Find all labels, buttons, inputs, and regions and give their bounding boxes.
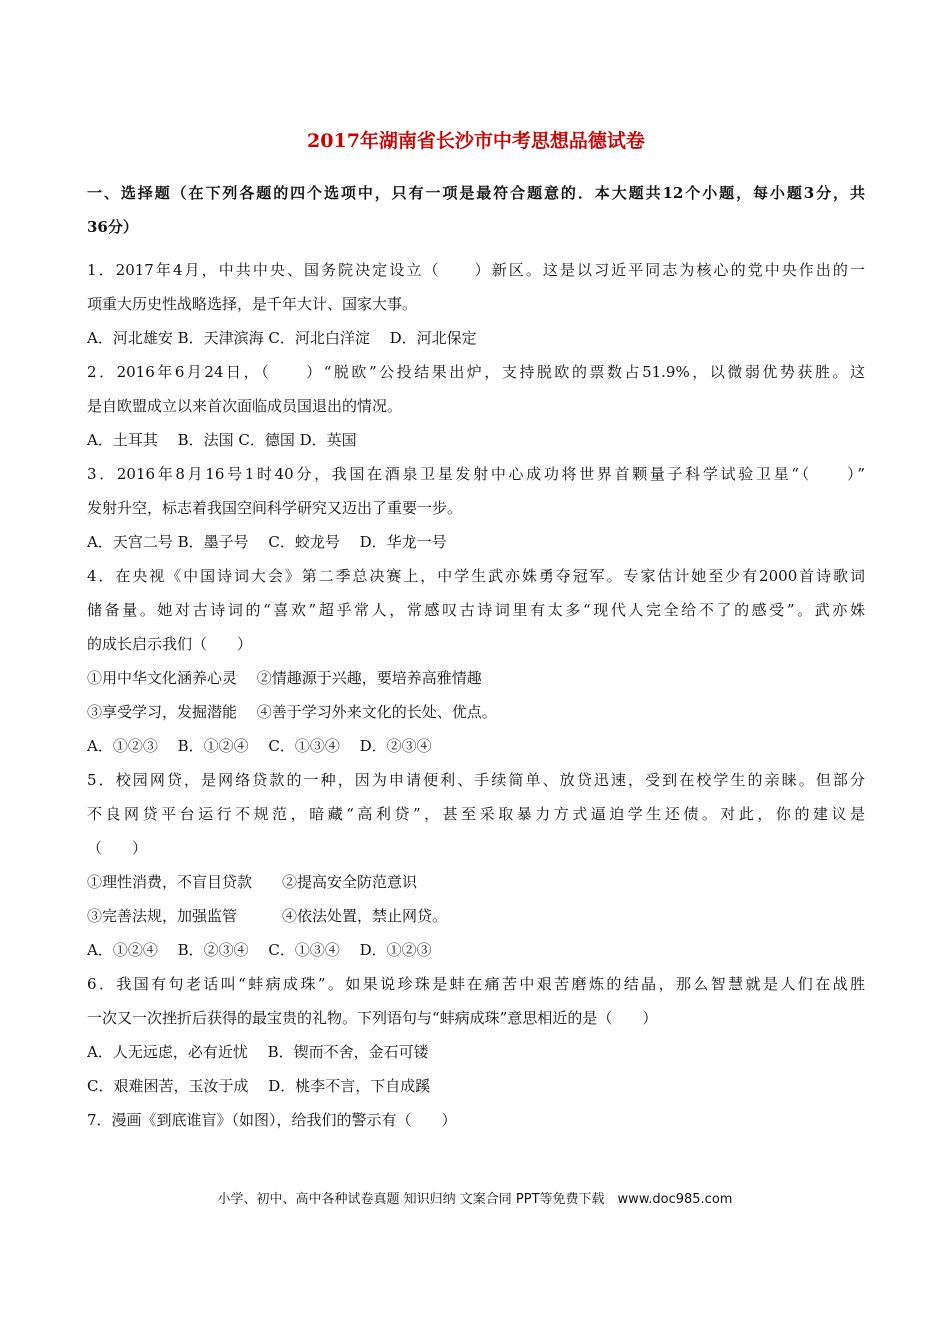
text-line: ①用中华文化涵养心灵 ②情趣源于兴趣，要培养高雅情趣 bbox=[87, 669, 482, 687]
section-heading-line: 一、选择题（在下列各题的四个选项中，只有一项是最符合题意的．本大题共12个小题，每小题3分，共 bbox=[87, 184, 865, 202]
text-line: ③享受学习，发掘潜能 ④善于学习外来文化的长处、优点。 bbox=[87, 703, 497, 721]
text-line: ①理性消费，不盲目贷款 ②提高安全防范意识 bbox=[87, 873, 418, 891]
text-line: 的成长启示我们（ ） bbox=[87, 635, 253, 653]
text-line: 项重大历史性战略选择，是千年大计、国家大事。 bbox=[87, 295, 418, 313]
text-line: 7．漫画《到底谁盲》（如图），给我们的警示有（ ） bbox=[87, 1111, 457, 1129]
text-line: A．天宫二号 B．墨子号 C．蛟龙号 D．华龙一号 bbox=[87, 533, 447, 551]
text-line: （ ） bbox=[87, 839, 148, 857]
section-heading-line: 36分） bbox=[87, 218, 138, 236]
text-line: A．①②③ B．①②④ C．①③④ D．②③④ bbox=[87, 737, 432, 755]
question-list bbox=[87, 253, 865, 1137]
text-line: 一次又一次挫折后获得的最宝贵的礼物。下列语句与“蚌病成珠”意思相近的是（ ） bbox=[87, 1009, 658, 1027]
text-line: 不良网贷平台运行不规范，暗藏“高利贷”，甚至采取暴力方式逼迫学生还债。对此，你的建议是 bbox=[87, 805, 865, 823]
text-line: A．河北雄安 B．天津滨海 C．河北白洋淀 D．河北保定 bbox=[87, 329, 477, 347]
text-line: 6．我国有句老话叫“蚌病成珠”。如果说珍珠是蚌在痛苦中艰苦磨炼的结晶，那么智慧就是人们在战胜 bbox=[87, 975, 865, 993]
text-line: 4．在央视《中国诗词大会》第二季总决赛上，中学生武亦姝勇夺冠军。专家估计她至少有2000首诗歌词 bbox=[87, 567, 865, 585]
text-line: 发射升空，标志着我国空间科学研究又迈出了重要一步。 bbox=[87, 499, 463, 517]
text-line: 1．2017年4月，中共中央、国务院决定设立（ ）新区。这是以习近平同志为核心的党中央作出的一 bbox=[87, 261, 865, 279]
text-line: C．艰难困苦，玉汝于成 D．桃李不言，下自成蹊 bbox=[87, 1077, 431, 1095]
text-line: A．人无远虑，必有近忧 B．锲而不舍，金石可镂 bbox=[87, 1043, 429, 1061]
text-line: ③完善法规，加强监管 ④依法处置，禁止网贷。 bbox=[87, 907, 448, 925]
text-line: 5．校园网贷，是网络贷款的一种，因为申请便利、手续简单、放贷迅速，受到在校学生的亲睐。但部分 bbox=[87, 771, 865, 789]
section-heading bbox=[87, 176, 865, 244]
page-title: 2017年湖南省长沙市中考思想品德试卷 bbox=[307, 130, 645, 152]
text-line: 3．2016年8月16号1时40分，我国在酒泉卫星发射中心成功将世界首颗量子科学试验卫星“（ ）” bbox=[87, 465, 865, 483]
text-line: 2．2016年6月24日，（ ）“脱欧”公投结果出炉，支持脱欧的票数占51.9%，以微弱优势获胜。这 bbox=[87, 363, 865, 381]
text-line: 是自欧盟成立以来首次面临成员国退出的情况。 bbox=[87, 397, 403, 415]
footer-text: 小学、初中、高中各种试卷真题 知识归纳 文案合同 PPT等免费下载 www.doc985.com bbox=[217, 1192, 733, 1207]
text-line: 储备量。她对古诗词的“喜欢”超乎常人，常感叹古诗词里有太多“现代人完全给不了的感受”。武亦姝 bbox=[87, 601, 865, 619]
text-line: A．①②④ B．②③④ C．①③④ D．①②③ bbox=[87, 941, 432, 959]
text-line: A．土耳其 B．法国 C．德国 D．英国 bbox=[87, 431, 357, 449]
